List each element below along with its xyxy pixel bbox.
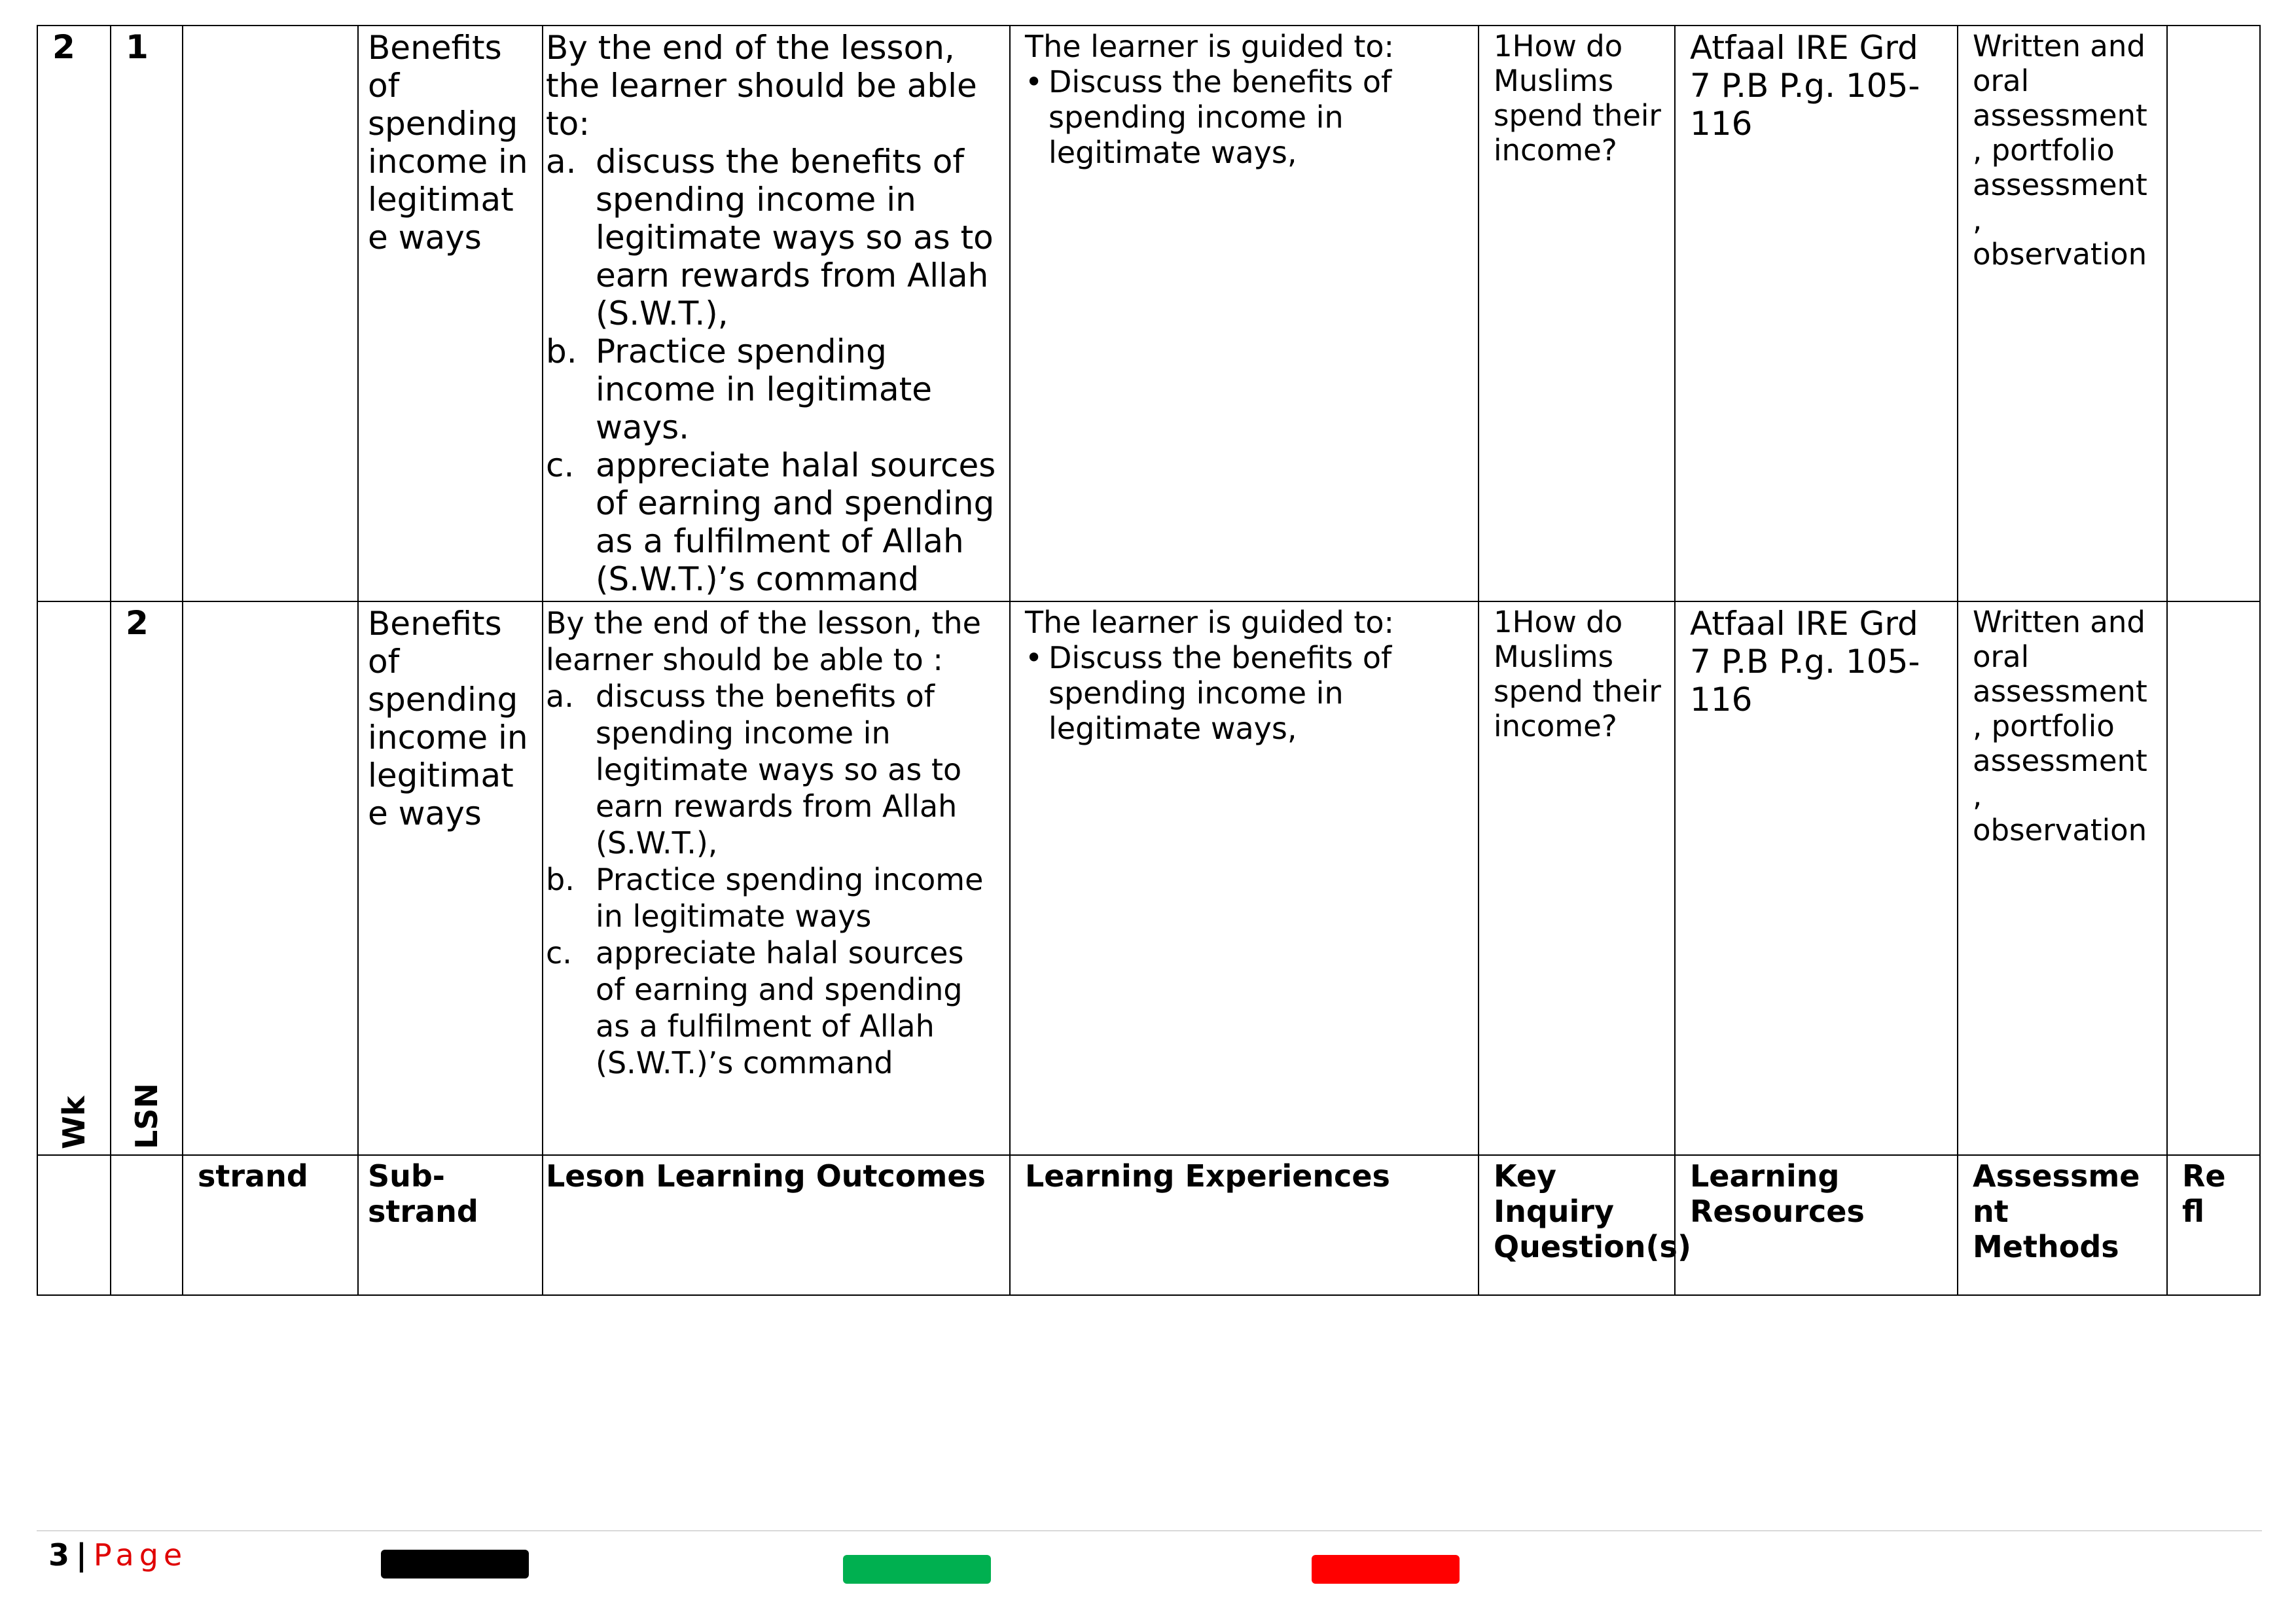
header-lsn <box>111 1083 183 1295</box>
outcome-text: discuss the benefits of spending income in legitimate ways so as to earn rewards from Allah (S.W.T.), <box>596 679 962 861</box>
resources-cell <box>1675 26 1958 601</box>
outcome-text: Practice spending income in legitimate ways <box>596 862 984 934</box>
outcome-letter: b. <box>546 862 575 897</box>
sub-strand-cell <box>358 26 543 601</box>
assessment-text: Written and oral assessment , portfolio assessment , observation <box>1973 29 2147 272</box>
outcome-text: appreciate halal sources of earning and spending as a fulfilment of Allah (S.W.T.)’s command <box>596 446 996 598</box>
sub-strand-text: Benefits of spending income in legitimat e ways <box>368 29 528 257</box>
list-item <box>1025 640 1469 746</box>
outcome-letter: b. <box>546 332 577 370</box>
list-item <box>546 332 1000 446</box>
experiences-intro: The learner is guided to: <box>1025 605 1395 640</box>
strand-cell <box>183 26 358 601</box>
header-strand <box>183 1155 358 1295</box>
list-item <box>546 678 1000 861</box>
table-header-row <box>37 1155 2260 1295</box>
inquiry-cell <box>1479 601 1675 1155</box>
week-number: 2 <box>52 28 75 66</box>
outcome-letter: c. <box>546 446 575 484</box>
week-cell <box>37 26 111 601</box>
header-reflection <box>2167 1155 2260 1295</box>
strand-text <box>183 26 357 29</box>
outcomes-intro: By the end of the lesson, the learner should be able to : <box>546 605 981 677</box>
resources-cell <box>1675 601 1958 1155</box>
outcomes-cell <box>543 601 1010 1155</box>
lesson-number: 2 <box>126 604 149 642</box>
reflection-text <box>2168 26 2259 29</box>
header-wk <box>37 1096 111 1295</box>
page-label: Page <box>93 1537 188 1573</box>
assessment-text: Written and oral assessment , portfolio assessment , observation <box>1973 605 2147 847</box>
resources-text: Atfaal IRE Grd 7 P.B P.g. 105-116 <box>1690 29 1920 143</box>
inquiry-text: 1How do Muslims spend their income? <box>1494 29 1661 168</box>
page-footer <box>48 1535 187 1575</box>
experiences-intro: The learner is guided to: <box>1025 29 1395 64</box>
list-item <box>546 143 1000 332</box>
footer-separator: | <box>76 1537 87 1573</box>
resources-text: Atfaal IRE Grd 7 P.B P.g. 105-116 <box>1690 605 1920 719</box>
lesson-number: 1 <box>126 28 149 66</box>
list-item <box>1025 64 1469 170</box>
header-resources <box>1675 1155 1958 1295</box>
header-inquiry <box>1479 1155 1691 1295</box>
outcomes-list <box>546 678 1000 1081</box>
reflection-cell <box>2167 26 2260 601</box>
list-item <box>546 935 1000 1081</box>
table-row <box>37 26 2260 601</box>
outcome-text: discuss the benefits of spending income in legitimate ways so as to earn rewards from Allah (S.W.T.), <box>596 143 994 332</box>
scheme-of-work-table <box>37 25 2261 1296</box>
week-cell <box>37 601 111 1155</box>
green-color-bar <box>843 1555 991 1584</box>
inquiry-text: 1How do Muslims spend their income? <box>1494 605 1661 743</box>
outcomes-cell <box>543 26 1010 601</box>
outcomes-intro: By the end of the lesson, the learner should be able to: <box>546 29 977 143</box>
header-reflection-label: Re fl <box>2182 1158 2226 1229</box>
outcome-letter: a. <box>546 679 574 714</box>
sub-strand-cell <box>358 601 543 1155</box>
header-assessment <box>1958 1155 2167 1295</box>
header-outcomes <box>543 1155 1010 1295</box>
lesson-cell <box>111 26 183 601</box>
experience-text: Discuss the benefits of spending income in legitimate ways, <box>1049 64 1392 170</box>
header-sub-strand-label: Sub-strand <box>368 1158 478 1229</box>
strand-text <box>183 602 357 605</box>
list-item <box>546 446 1000 598</box>
header-experiences-label: Learning Experiences <box>1025 1158 1390 1194</box>
outcome-letter: c. <box>546 935 572 971</box>
reflection-cell <box>2167 601 2260 1155</box>
outcome-letter: a. <box>546 143 577 181</box>
list-item <box>546 861 1000 935</box>
experiences-cell <box>1010 601 1479 1155</box>
header-resources-label: Learning Resources <box>1690 1158 1865 1229</box>
week-number <box>38 602 110 605</box>
red-color-bar <box>1312 1555 1460 1584</box>
experiences-cell <box>1010 26 1479 601</box>
header-inquiry-label: Key Inquiry Question(s) <box>1494 1158 1691 1264</box>
bullet-icon: • <box>1025 640 1043 675</box>
strand-cell <box>183 601 358 1155</box>
black-color-bar <box>381 1550 529 1578</box>
outcome-text: appreciate halal sources of earning and spending as a fulfilment of Allah (S.W.T.)’s command <box>596 935 964 1080</box>
header-sub-strand <box>358 1155 543 1295</box>
experience-text: Discuss the benefits of spending income in legitimate ways, <box>1049 640 1392 746</box>
reflection-text <box>2168 602 2259 605</box>
footer-divider <box>37 1530 2262 1531</box>
inquiry-cell <box>1479 26 1675 601</box>
header-assessment-label: Assessme nt Methods <box>1973 1158 2140 1264</box>
page-number: 3 <box>48 1537 70 1573</box>
sub-strand-text: Benefits of spending income in legitimat e ways <box>368 605 528 832</box>
header-wk-label: Wk <box>56 1096 92 1149</box>
assessment-cell <box>1958 601 2167 1155</box>
header-outcomes-label: Leson Learning Outcomes <box>546 1158 986 1194</box>
outcome-text: Practice spending income in legitimate ways. <box>596 332 932 446</box>
table-row <box>37 601 2260 1155</box>
lesson-cell <box>111 601 183 1155</box>
header-experiences <box>1010 1155 1479 1295</box>
header-strand-label: strand <box>198 1158 308 1194</box>
header-lsn-label: LSN <box>129 1083 164 1149</box>
bullet-icon: • <box>1025 64 1043 99</box>
outcomes-list <box>546 143 1000 598</box>
assessment-cell <box>1958 26 2167 601</box>
